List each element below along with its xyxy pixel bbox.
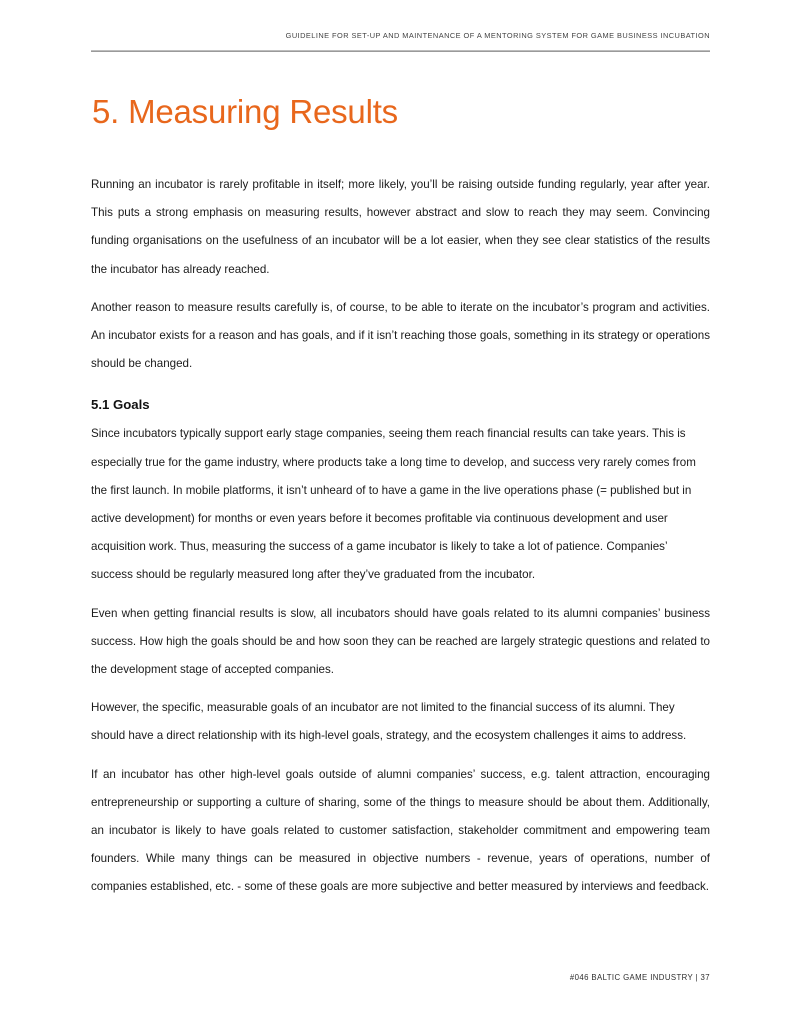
paragraph: However, the specific, measurable goals of an incubator are not limited to the financial success of its alumni. They should have a direct relationship with its high-level goals, strategy, and the ecosystem challenges it aims to address. [91, 701, 687, 743]
paragraph: Since incubators typically support early stage companies, seeing them reach financial results can take years. This is especially true for the game industry, where products take a long time to develop, and success very rarely comes from the first launch. In mobile platforms, it isn’t unheard of to have a game in the live operations phase (= published but in active development) for months or even years before it becomes profitable via continuous development and user acquisition work. Thus, measuring the success of a game incubator is likely to take a lot of patience. Companies’ success should be regularly measured long after they’ve graduated from the incubator. [91, 427, 696, 582]
paragraph: If an incubator has other high-level goals outside of alumni companies’ success, e.g. talent attraction, encouraging entrepreneurship or supporting a culture of sharing, some of the things to measure should be about them. Additionally, an incubator is likely to have goals related to customer satisfaction, stakeholder commitment and empowering team founders. While many things can be measured in objective numbers - revenue, years of operations, number of companies established, etc. - some of these goals are more subjective and better measured by interviews and feedback. [91, 767, 710, 894]
paragraph: Running an incubator is rarely profitable in itself; more likely, you’ll be raising outside funding regularly, year after year. This puts a strong emphasis on measuring results, however abstract and slow to reach they may seem. Convincing funding organisations on the usefulness of an incubator will be a lot easier, when they see clear statistics of the results the incubator has already reached. [91, 178, 710, 276]
running-head-text: GUIDELINE FOR SET-UP AND MAINTENANCE OF A MENTORING SYSTEM FOR GAME BUSINESS INCUBATION [285, 31, 710, 40]
paragraph: Another reason to measure results carefully is, of course, to be able to iterate on the incubator’s program and activities. An incubator exists for a reason and has goals, and if it isn’t reaching those goals, something in its strategy or operations should be changed. [91, 300, 710, 371]
paragraph: Even when getting financial results is slow, all incubators should have goals related to its alumni companies’ business success. How high the goals should be and how soon they can be reached are largely strategic questions and related to the development stage of accepted companies. [91, 606, 710, 677]
section-heading-goals: 5.1 Goals [91, 397, 150, 413]
goals-section [91, 395, 710, 901]
intro-section [91, 171, 710, 378]
header-divider [91, 50, 710, 52]
page-title: 5. Measuring Results [92, 93, 398, 130]
page-content [91, 92, 710, 902]
page-footer [91, 972, 710, 984]
footer-text: #046 BALTIC GAME INDUSTRY | 37 [569, 973, 710, 982]
page-header [91, 30, 710, 52]
